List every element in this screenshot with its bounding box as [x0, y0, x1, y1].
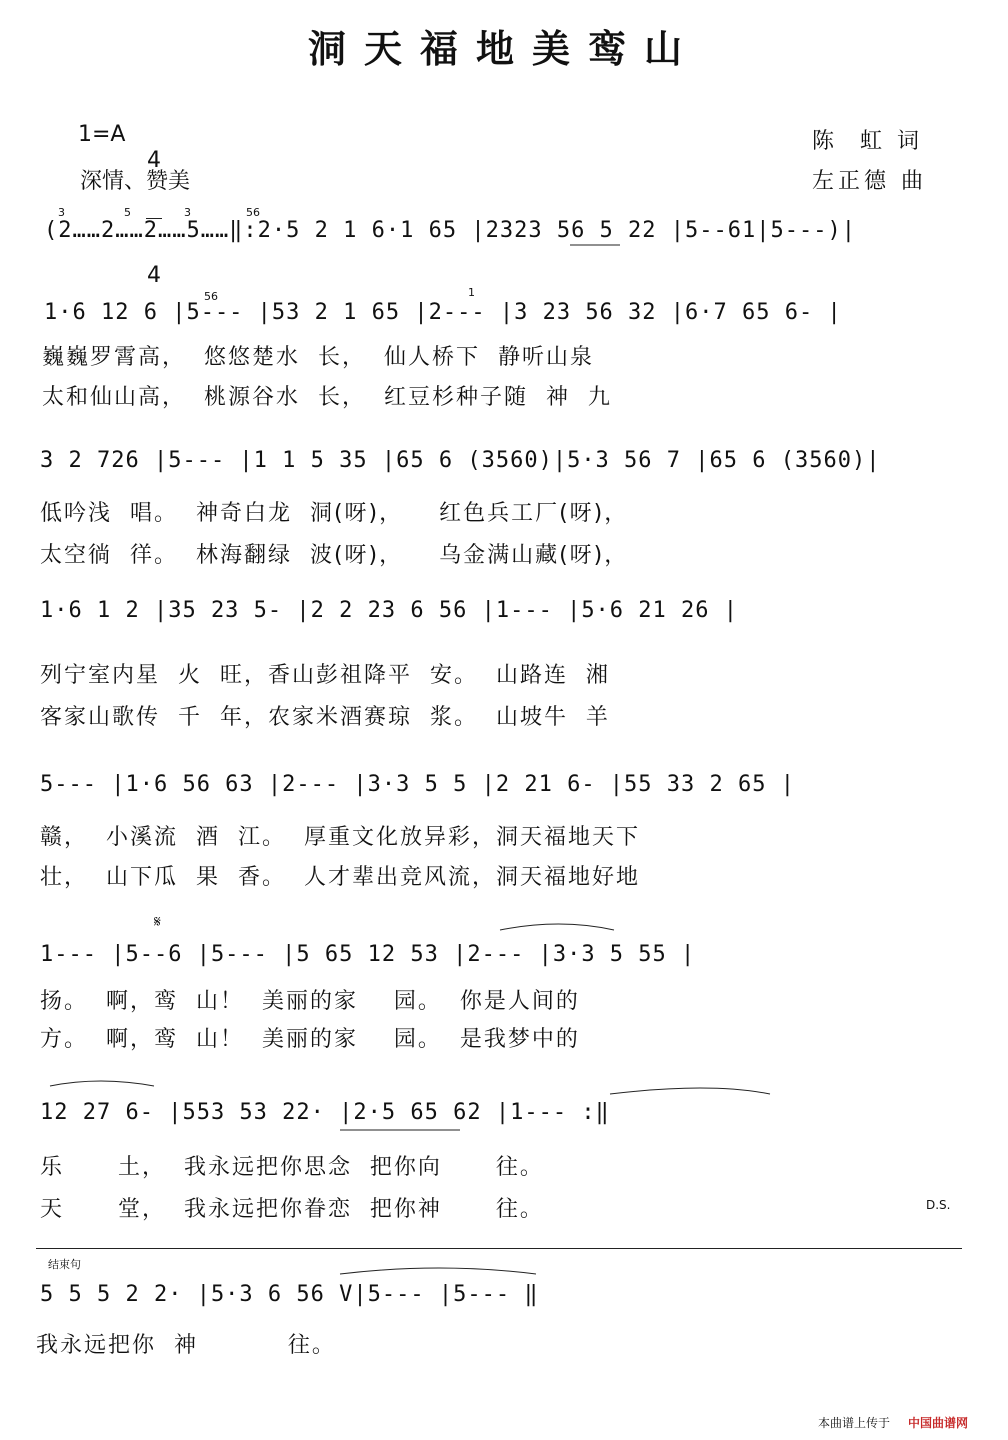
time-sig-top: 4: [147, 148, 161, 173]
notation-row: 12 27 6- |553 53 22· |2·5 65 62 |1--- :‖: [40, 1100, 610, 1125]
tempo-marking: 深情、赞美: [80, 169, 191, 194]
notation-row: 3 2 726 |5--- |1 1 5 35 |65 6 (3560)|5·3 56 7 |65 6 (3560)|: [40, 448, 881, 473]
lyric-line: 低吟浅 唱。 神奇白龙 洞(呀)， 红色兵工厂(呀)，: [40, 501, 629, 526]
lyric-line: 方。 啊，鸾 山！ 美丽的家 园。 是我梦中的: [40, 1027, 580, 1052]
lyric-line: 扬。 啊，鸾 山！ 美丽的家 园。 你是人间的: [40, 989, 580, 1014]
lyric-line: 壮， 山下瓜 果 香。 人才辈出竞风流，洞天福地好地: [40, 865, 640, 890]
grace-note: 3: [58, 206, 65, 219]
grace-note: 3: [184, 206, 191, 219]
lyric-line: 乐 土， 我永远把你思念 把你向 往。: [40, 1155, 544, 1180]
notation-row: 1·6 1 2 |35 23 5- |2 2 23 6 56 |1--- |5·6 21 26 |: [40, 598, 739, 623]
lyric-line: 太空徜 徉。 林海翻绿 波(呀)， 乌金满山藏(呀)，: [40, 543, 629, 568]
footer-site-logo: 中国曲谱网: [908, 1416, 969, 1430]
lyric-line: 客家山歌传 千 年，农家米酒赛琼 浆。 山坡牛 羊: [40, 705, 610, 730]
key-signature: 1=A: [78, 122, 126, 147]
composer-credit: 左正德 曲: [812, 169, 927, 194]
lyric-line: 我永远把你 神 往。: [36, 1333, 336, 1358]
coda-label: 结束句: [48, 1258, 81, 1271]
slur-mark: [500, 924, 614, 930]
lyric-line: 列宁室内星 火 旺，香山彭祖降平 安。 山路连 湘: [40, 663, 610, 688]
notation-row: 5--- |1·6 56 63 |2--- |3·3 5 5 |2 21 6- |55 33 2 65 |: [40, 772, 795, 797]
time-sig-bottom: 4: [147, 263, 161, 288]
lyric-line: 巍巍罗霄高， 悠悠楚水 长， 仙人桥下 静听山泉: [42, 345, 594, 370]
lyricist-credit: 陈 虹 词: [812, 129, 923, 154]
slur-mark: [610, 1088, 770, 1094]
song-title: 洞天福地美鸾山: [307, 26, 700, 71]
grace-note: 56: [246, 206, 260, 219]
slur-mark: [50, 1081, 154, 1086]
footer-text: 本曲谱上传于: [818, 1416, 891, 1430]
notation-row: 1--- |5--6 |5--- |5 65 12 53 |2--- |3·3 5 55 |: [40, 942, 696, 967]
notation-row: (2……2……2……5……‖:2·5 2 1 6·1 65 |2323 56 5 22 |5--61|5---)|: [44, 218, 856, 243]
notation-row: 5 5 5 2 2· |5·3 6 56 V|5--- |5--- ‖: [40, 1282, 539, 1307]
lyric-line: 天 堂， 我永远把你眷恋 把你神 往。: [40, 1197, 544, 1222]
slur-mark: [340, 1268, 536, 1274]
grace-note: 5: [124, 206, 131, 219]
grace-note: 1: [468, 286, 475, 299]
lyric-line: 太和仙山高， 桃源谷水 长， 红豆杉种子随 神 九: [42, 385, 612, 410]
ds-marking: D.S.: [926, 1198, 951, 1212]
notation-row: 1·6 12 6 |5--- |53 2 1 65 |2--- |3 23 56 32 |6·7 65 6- |: [44, 300, 842, 325]
lyric-line: 赣， 小溪流 酒 江。 厚重文化放异彩，洞天福地天下: [40, 825, 640, 850]
grace-note: 56: [204, 290, 218, 303]
segno-sign: 𝄋: [154, 912, 161, 931]
